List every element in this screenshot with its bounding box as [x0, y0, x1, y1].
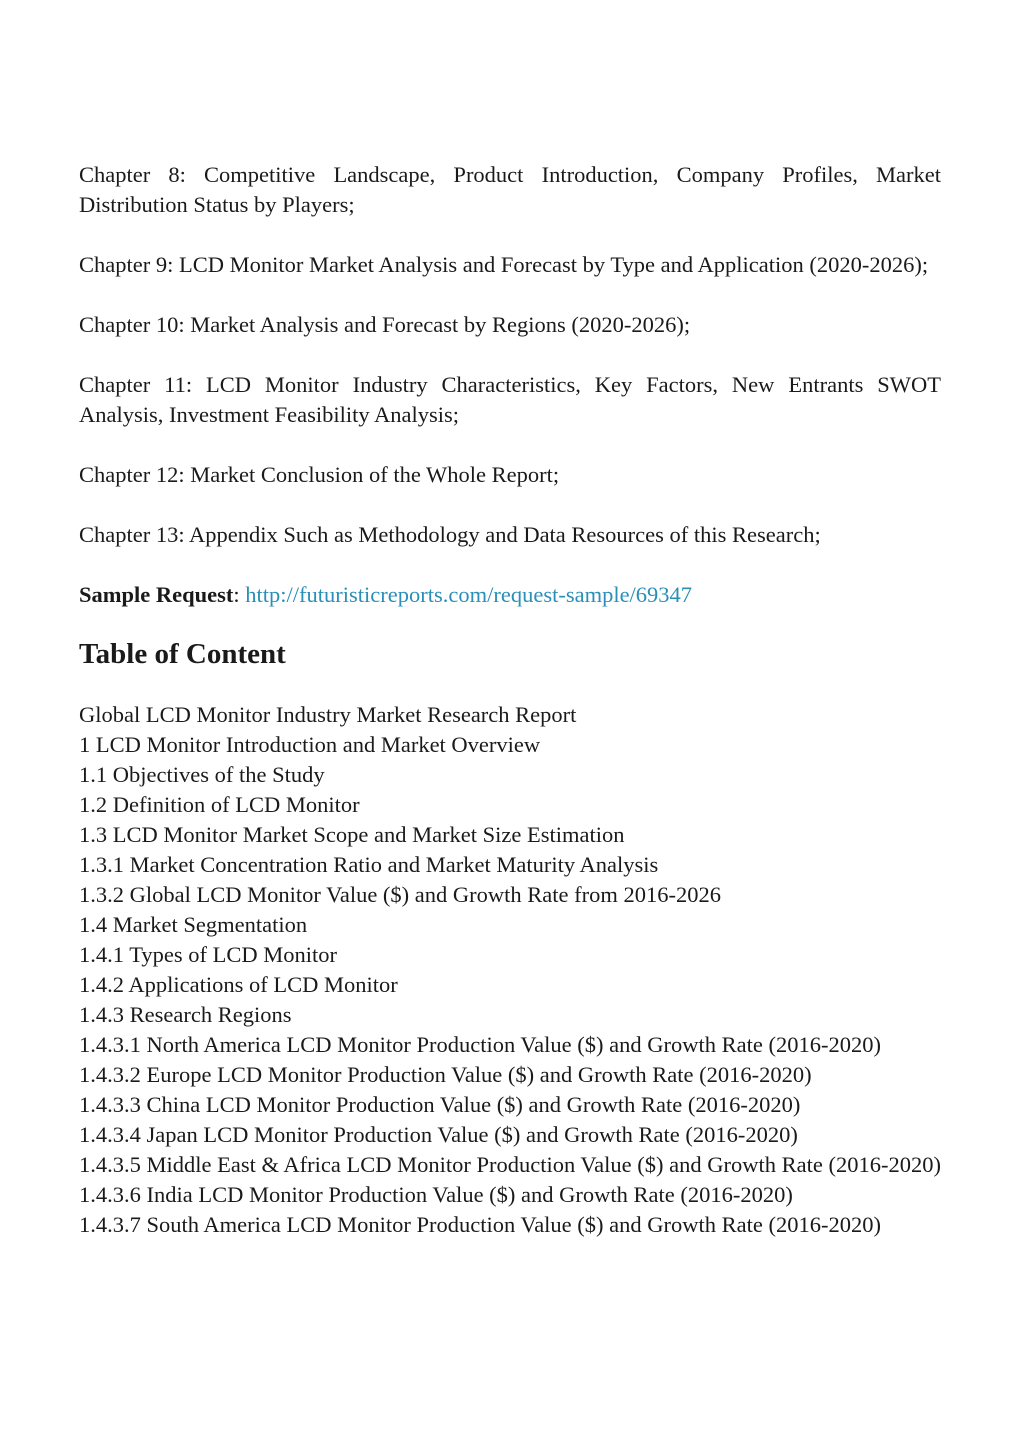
toc-item: 1.3 LCD Monitor Market Scope and Market Size Estimation: [79, 822, 625, 847]
toc-item: 1.4.3 Research Regions: [79, 1002, 292, 1027]
toc-item: 1.1 Objectives of the Study: [79, 762, 325, 787]
toc-item: 1.4.3.5 Middle East & Africa LCD Monitor Production Value ($) and Growth Rate (2016-2020): [79, 1152, 941, 1177]
chapter-8: Chapter 8: Competitive Landscape, Product Introduction, Company Profiles, Market Distribution Status by Players;: [79, 162, 941, 217]
chapter-12: Chapter 12: Market Conclusion of the Whole Report;: [79, 462, 560, 487]
chapter-11: Chapter 11: LCD Monitor Industry Characteristics, Key Factors, New Entrants SWOT Analysis, Investment Feasibility Analysis;: [79, 372, 941, 427]
document-page: [79, 160, 941, 1240]
toc-item: 1.4.3.1 North America LCD Monitor Production Value ($) and Growth Rate (2016-2020): [79, 1032, 881, 1057]
sample-request-link[interactable]: http://futuristicreports.com/request-sample/69347: [245, 582, 693, 607]
toc-item: 1.4.1 Types of LCD Monitor: [79, 942, 338, 967]
chapter-13: Chapter 13: Appendix Such as Methodology and Data Resources of this Research;: [79, 522, 821, 547]
chapter-10: Chapter 10: Market Analysis and Forecast by Regions (2020-2026);: [79, 312, 691, 337]
toc-item: 1.3.1 Market Concentration Ratio and Market Maturity Analysis: [79, 852, 659, 877]
sample-request: [79, 580, 941, 610]
toc-item: 1 LCD Monitor Introduction and Market Overview: [79, 732, 541, 757]
sample-request-separator: :: [233, 582, 246, 607]
toc-item: 1.4.2 Applications of LCD Monitor: [79, 972, 398, 997]
toc-item: 1.4.3.4 Japan LCD Monitor Production Value ($) and Growth Rate (2016-2020): [79, 1122, 798, 1147]
toc-item: 1.2 Definition of LCD Monitor: [79, 792, 360, 817]
toc-title: Table of Content: [79, 638, 286, 670]
chapter-9: Chapter 9: LCD Monitor Market Analysis and Forecast by Type and Application (2020-2026);: [79, 252, 929, 277]
toc-item: 1.4.3.7 South America LCD Monitor Production Value ($) and Growth Rate (2016-2020): [79, 1212, 881, 1237]
sample-request-label: Sample Request: [79, 582, 234, 607]
toc-item: Global LCD Monitor Industry Market Research Report: [79, 702, 577, 727]
toc-item: 1.4 Market Segmentation: [79, 912, 308, 937]
toc-list: [79, 700, 941, 1240]
toc-item: 1.3.2 Global LCD Monitor Value ($) and Growth Rate from 2016-2026: [79, 882, 721, 907]
toc-item: 1.4.3.6 India LCD Monitor Production Value ($) and Growth Rate (2016-2020): [79, 1182, 793, 1207]
toc-item: 1.4.3.2 Europe LCD Monitor Production Value ($) and Growth Rate (2016-2020): [79, 1062, 812, 1087]
toc-item: 1.4.3.3 China LCD Monitor Production Value ($) and Growth Rate (2016-2020): [79, 1092, 801, 1117]
